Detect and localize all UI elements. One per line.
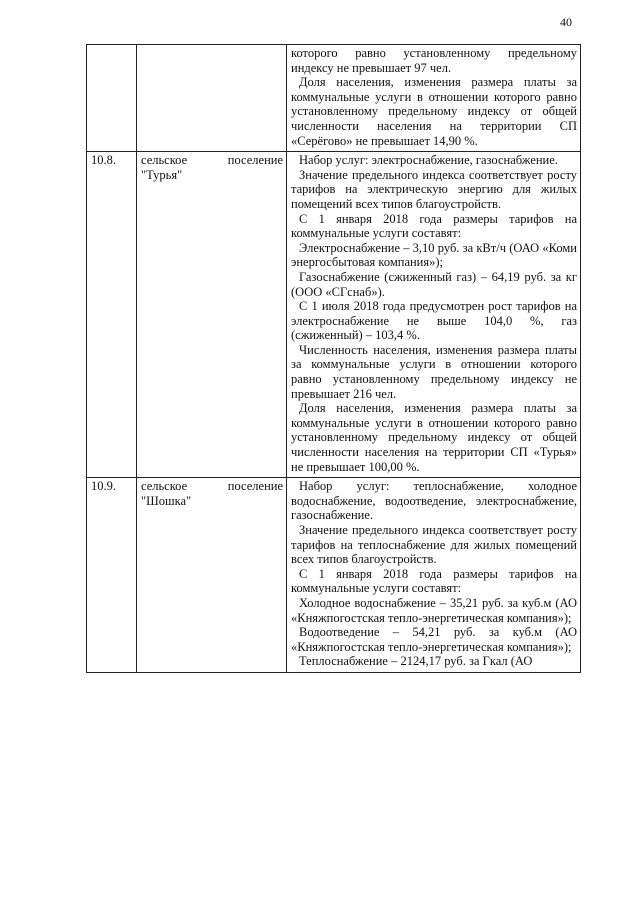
description-paragraph: Значение предельного индекса соответствует росту тарифов на электрическую энергию для жилых помещений всех типов благоустройств. [291,167,577,211]
row-number-cell: 10.9. [87,478,137,673]
row-number-cell: 10.8. [87,152,137,478]
description-paragraph: Доля населения, изменения размера платы за коммунальные услуги в отношении которого равно установленному предельному индексу от общей численности населения на территории СП «Турья» не превышает 100,00 %. [291,401,577,474]
description-paragraph: Холодное водоснабжение – 35,21 руб. за куб.м (АО «Княжпогостская тепло-энергетическая компания»); [291,595,577,625]
description-paragraph: Набор услуг: электроснабжение, газоснабжение. [299,153,558,168]
settlement-name-line: сельское поселение [141,153,283,168]
description-paragraph: Электроснабжение – 3,10 руб. за кВт/ч (ОАО «Коми энергосбытовая компания»); [291,240,577,270]
description-paragraph: Доля населения, изменения размера платы за коммунальные услуги в отношении которого равно установленному предельному индексу от общей численности населения на территории СП «Серёгово» не превышает 14,90 %. [291,75,577,148]
row-number-cell [87,45,137,152]
settlement-name-line: сельское поселение [141,479,283,494]
table-row [87,478,581,673]
description-paragraph: Значение предельного индекса соответствует росту тарифов на теплоснабжение для жилых помещений всех типов благоустройств. [291,523,577,567]
description-paragraph: С 1 июля 2018 года предусмотрен рост тарифов на электроснабжение не выше 104,0 %, газ (сжиженный) – 103,4 %. [291,299,577,343]
description-paragraph: которого равно установленному предельному индексу не превышает 97 чел. [291,46,577,75]
table-row [87,45,581,152]
settlement-name-line: "Шошка" [141,493,192,508]
table-row [87,152,581,478]
description-paragraph: Численность населения, изменения размера платы за коммунальные услуги в отношении которого равно установленному предельному индексу не превышает 216 чел. [291,342,577,401]
settlement-name-line: "Турья" [141,167,183,182]
description-paragraph: С 1 января 2018 года размеры тарифов на коммунальные услуги составят: [291,211,577,241]
description-cell [287,45,581,152]
description-paragraph: Газоснабжение (сжиженный газ) – 64,19 руб. за кг (ООО «СГснаб»). [291,269,577,299]
settlement-name-cell [137,45,287,152]
settlement-name-cell [137,478,287,673]
description-cell [287,478,581,673]
tariff-table [86,44,581,673]
description-paragraph: С 1 января 2018 года размеры тарифов на коммунальные услуги составят: [291,566,577,596]
description-paragraph: Набор услуг: теплоснабжение, холодное водоснабжение, водоотведение, электроснабжение, газоснабжение. [291,479,577,523]
description-cell [287,152,581,478]
table-body [87,45,581,673]
description-paragraph: Теплоснабжение – 2124,17 руб. за Гкал (АО [299,654,533,669]
settlement-name-cell [137,152,287,478]
page-number: 40 [560,15,572,29]
description-paragraph: Водоотведение – 54,21 руб. за куб.м (АО «Княжпогостская тепло-энергетическая компания»); [291,625,577,654]
